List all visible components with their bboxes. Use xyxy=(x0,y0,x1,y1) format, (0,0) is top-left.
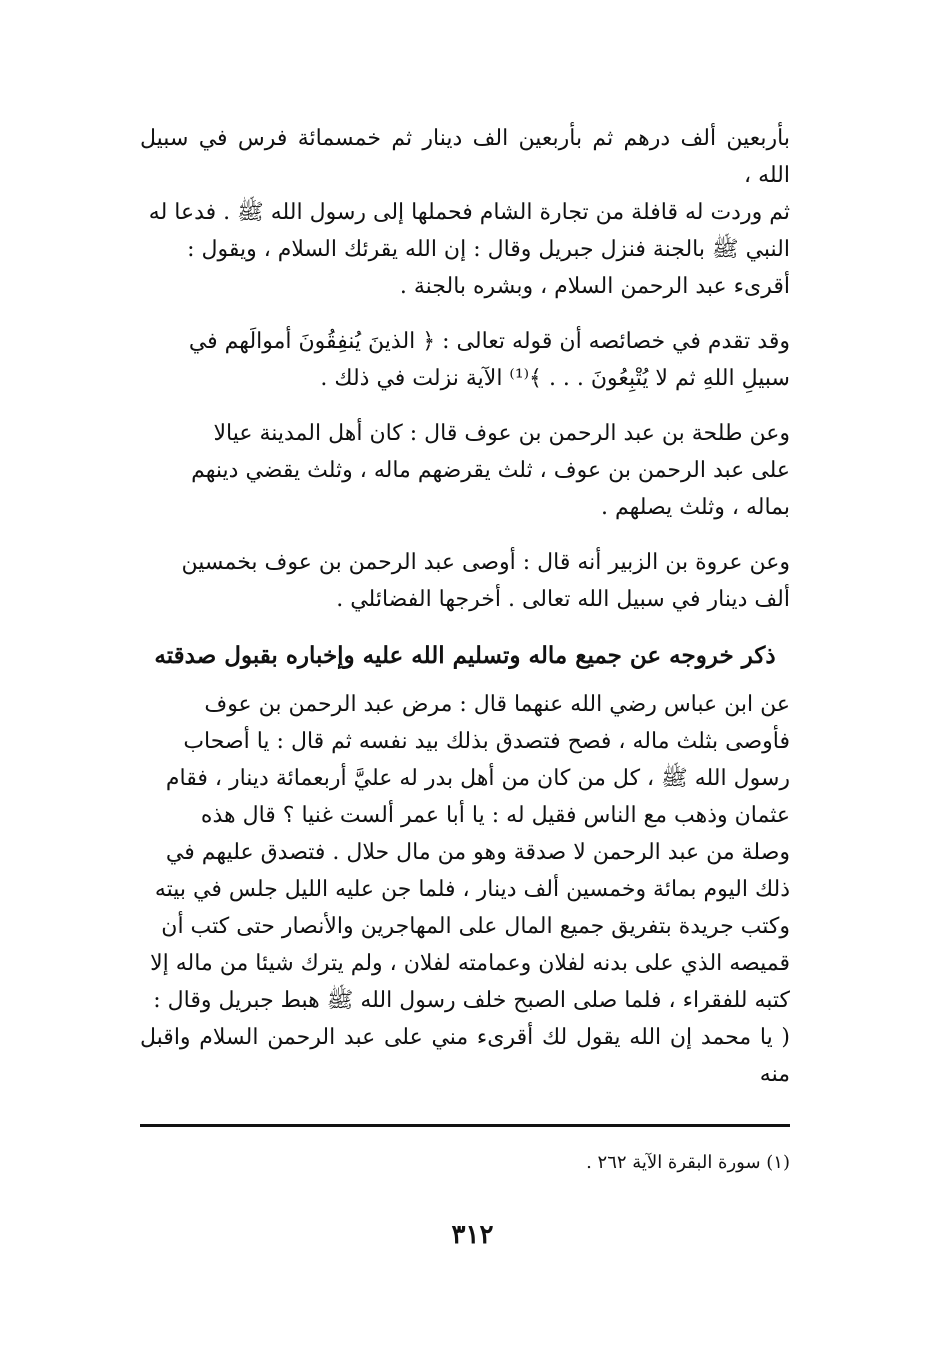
text-line: كتبه للفقراء ، فلما صلى الصبح خلف رسول الله ﷺ هبط جبريل وقال : xyxy=(153,988,790,1013)
text-line: بماله ، وثلث يصلهم . xyxy=(600,495,790,520)
section-heading: ذكر خروجه عن جميع ماله وتسليم الله عليه وإخباره بقبول صدقته xyxy=(154,642,776,669)
paragraph-2 xyxy=(140,323,790,397)
paragraph-1 xyxy=(140,120,790,305)
text-line: سبيلِ اللهِ ثم لا يُتْبِعُونَ . . . ﴾⁽¹⁾ الآية نزلت في ذلك . xyxy=(320,366,790,391)
text-line: بأربعين ألف درهم ثم بأربعين الف دينار ثم خمسمائة فرس في سبيل الله ، xyxy=(140,126,790,188)
page-number: ٣١٢ xyxy=(451,1220,494,1250)
text-line: أقرىء عبد الرحمن السلام ، وبشره بالجنة . xyxy=(399,274,790,299)
text-line: وقد تقدم في خصائصه أن قوله تعالى : ﴿ الذينَ يُنفِقُونَ أموالَهم في xyxy=(188,329,790,354)
text-line: وكتب جريدة بتفريق جميع المال على المهاجرين والأنصار حتى كتب أن xyxy=(161,914,790,939)
text-line: ذلك اليوم بمائة وخمسين ألف دينار ، فلما جن عليه الليل جلس في بيته xyxy=(154,877,790,902)
paragraph-4 xyxy=(140,544,790,618)
text-line: ثم وردت له قافلة من تجارة الشام فحملها إلى رسول الله ﷺ . فدعا له xyxy=(148,200,790,225)
text-line: عن ابن عباس رضي الله عنهما قال : مرض عبد الرحمن بن عوف xyxy=(204,692,790,717)
paragraph-3 xyxy=(140,415,790,526)
text-line: قميصه الذي على بدنه لفلان وعمامته لفلان ، ولم يترك شيئا من ماله إلا xyxy=(150,951,790,976)
page-body xyxy=(140,112,790,1093)
text-line: وصلة من عبد الرحمن لا صدقة وهو من مال حلال . فتصدق عليهم في xyxy=(165,840,790,865)
footnote: (١) سورة البقرة الآية ٢٦٢ . xyxy=(586,1152,790,1173)
text-line: فأوصى بثلث ماله ، فصح فتصدق بذلك بيد نفسه ثم قال : يا أصحاب xyxy=(183,729,790,754)
text-line: وعن عروة بن الزبير أنه قال : أوصى عبد الرحمن بن عوف بخمسين xyxy=(181,550,790,575)
paragraph-5 xyxy=(140,686,790,1093)
text-line: على عبد الرحمن بن عوف ، ثلث يقرضهم ماله ، وثلث يقضي دينهم xyxy=(191,458,790,483)
text-line: ألف دينار في سبيل الله تعالى . أخرجها الفضائلي . xyxy=(336,587,790,612)
text-line: وعن طلحة بن عبد الرحمن بن عوف قال : كان أهل المدينة عيالا xyxy=(213,421,790,446)
text-line: عثمان وذهب مع الناس فقيل له : يا أبا عمر ألست غنيا ؟ قال هذه xyxy=(200,803,790,828)
text-line: ( يا محمد إن الله يقول لك أقرىء مني على عبد الرحمن السلام واقبل منه xyxy=(140,1025,790,1087)
text-line: النبي ﷺ بالجنة فنزل جبريل وقال : إن الله يقرئك السلام ، ويقول : xyxy=(187,237,790,262)
footnote-divider xyxy=(140,1124,790,1127)
text-line: رسول الله ﷺ ، كل من كان من أهل بدر له عليَّ أربعمائة دينار ، فقام xyxy=(165,766,790,791)
